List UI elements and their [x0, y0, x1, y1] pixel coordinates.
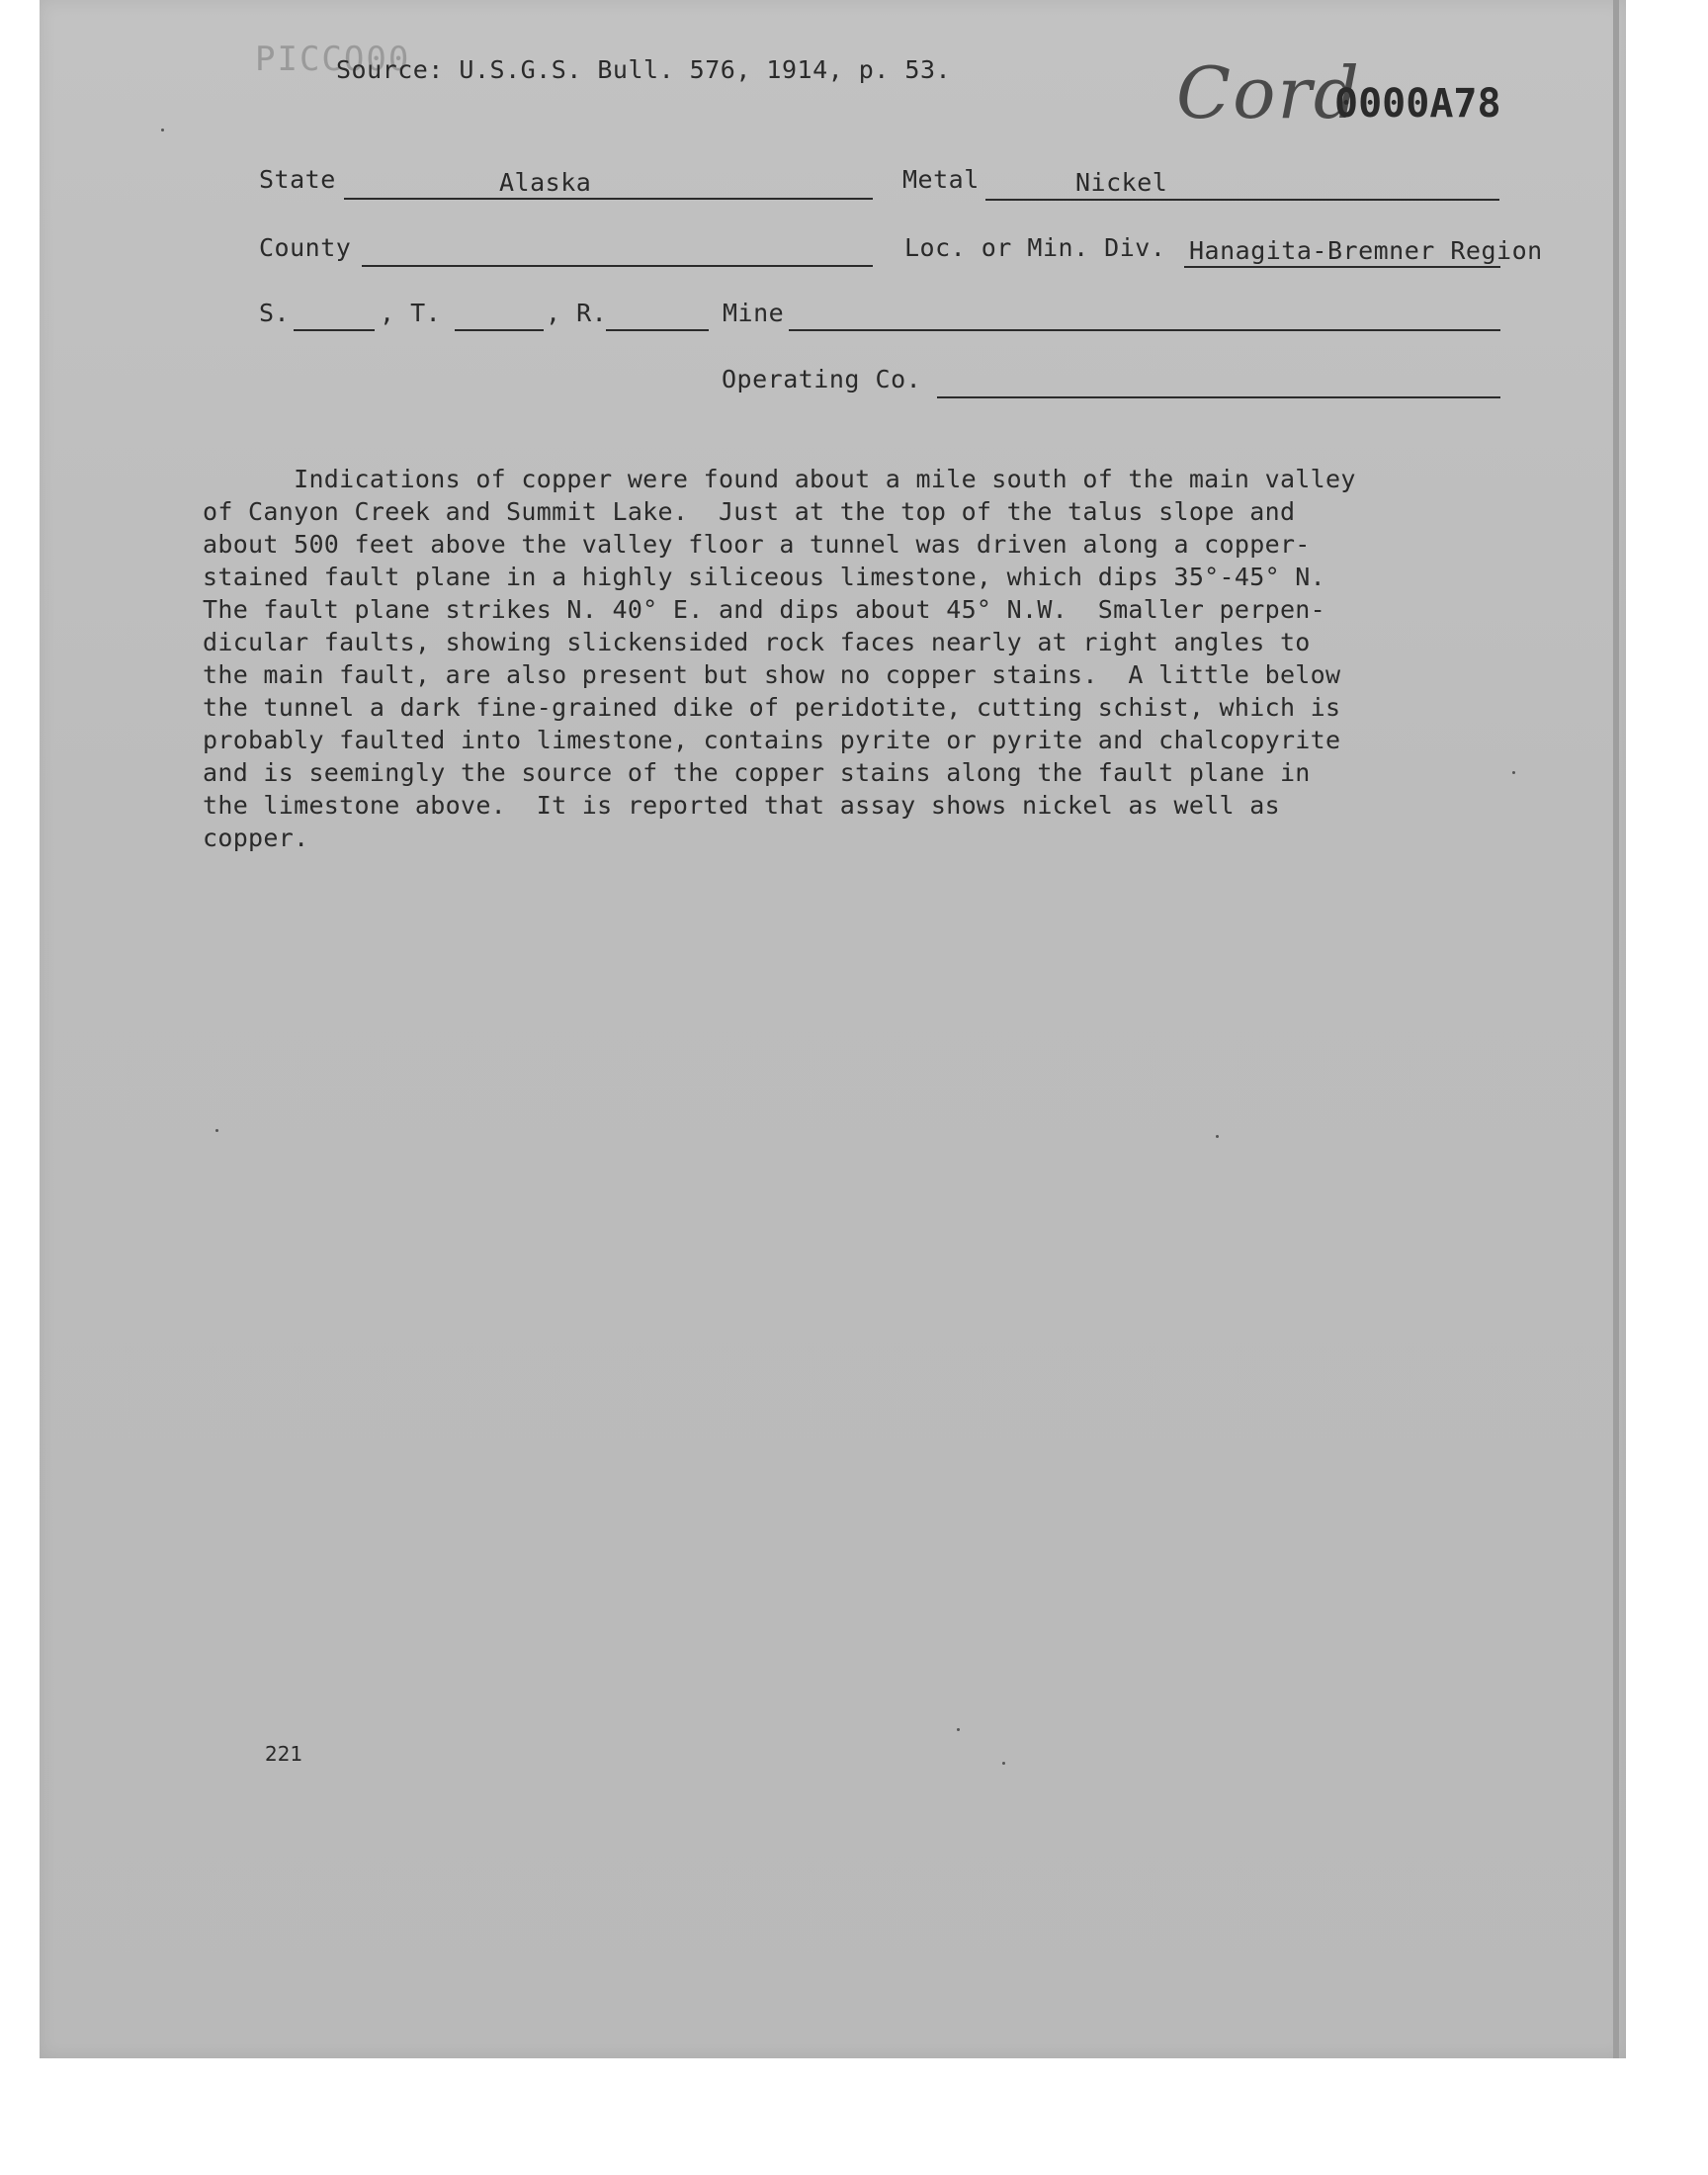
operating-co-underline [937, 396, 1500, 398]
scan-speck [1216, 1135, 1219, 1138]
township-underline [455, 329, 544, 331]
metal-underline [985, 199, 1499, 201]
loc-label: Loc. or Min. Div. [904, 233, 1166, 262]
stamped-id: 0000A78 [1334, 81, 1501, 127]
scan-speck [161, 129, 164, 131]
loc-underline [1184, 266, 1500, 268]
state-label: State [259, 165, 336, 194]
range-underline [606, 329, 709, 331]
county-label: County [259, 233, 352, 262]
township-label: , T. [380, 299, 442, 327]
county-underline [362, 265, 873, 267]
scan-speck [215, 1129, 218, 1132]
handwritten-prefix: Cord [1176, 51, 1361, 134]
loc-value: Hanagita-Bremner Region [1189, 236, 1543, 265]
mine-label: Mine [723, 299, 785, 327]
page-edge-shadow [1613, 0, 1619, 2058]
mine-underline [789, 329, 1500, 331]
state-value: Alaska [499, 168, 592, 197]
faint-stamp: PICCO00 [255, 40, 411, 79]
source-line: Source: U.S.G.S. Bull. 576, 1914, p. 53. [336, 55, 952, 84]
page-number: 221 [265, 1742, 303, 1766]
metal-label: Metal [902, 165, 980, 194]
description-paragraph: Indications of copper were found about a mile south of the main valley of Canyon Creek and Summit Lake. Just at the top of the talus slope and about 500 feet above the valley floor a tunnel was driven along a copper- stained fault plane in a highly siliceous limestone, which dips 35°-45° N. The fault plane strikes N. 40° E. and dips about 45° N.W. Smaller perpen- dicular faults, showing slickensided rock faces nearly at right angles to the main fault, are also present but show no copper stains. A little below the tunnel a dark fine-grained dike of peridotite, cutting schist, which is probably faulted into limestone, contains pyrite or pyrite and chalcopyrite and is seemingly the source of the copper stains along the fault plane in the limestone above. It is reported that assay shows nickel as well as copper. [203, 465, 1356, 852]
operating-co-label: Operating Co. [722, 365, 922, 393]
section-label: S. [259, 299, 291, 327]
scan-speck [1002, 1762, 1005, 1765]
range-label: , R. [546, 299, 608, 327]
scan-speck [1512, 771, 1515, 774]
scan-speck [957, 1728, 960, 1731]
state-underline [344, 198, 873, 200]
section-underline [294, 329, 375, 331]
metal-value: Nickel [1075, 168, 1168, 197]
